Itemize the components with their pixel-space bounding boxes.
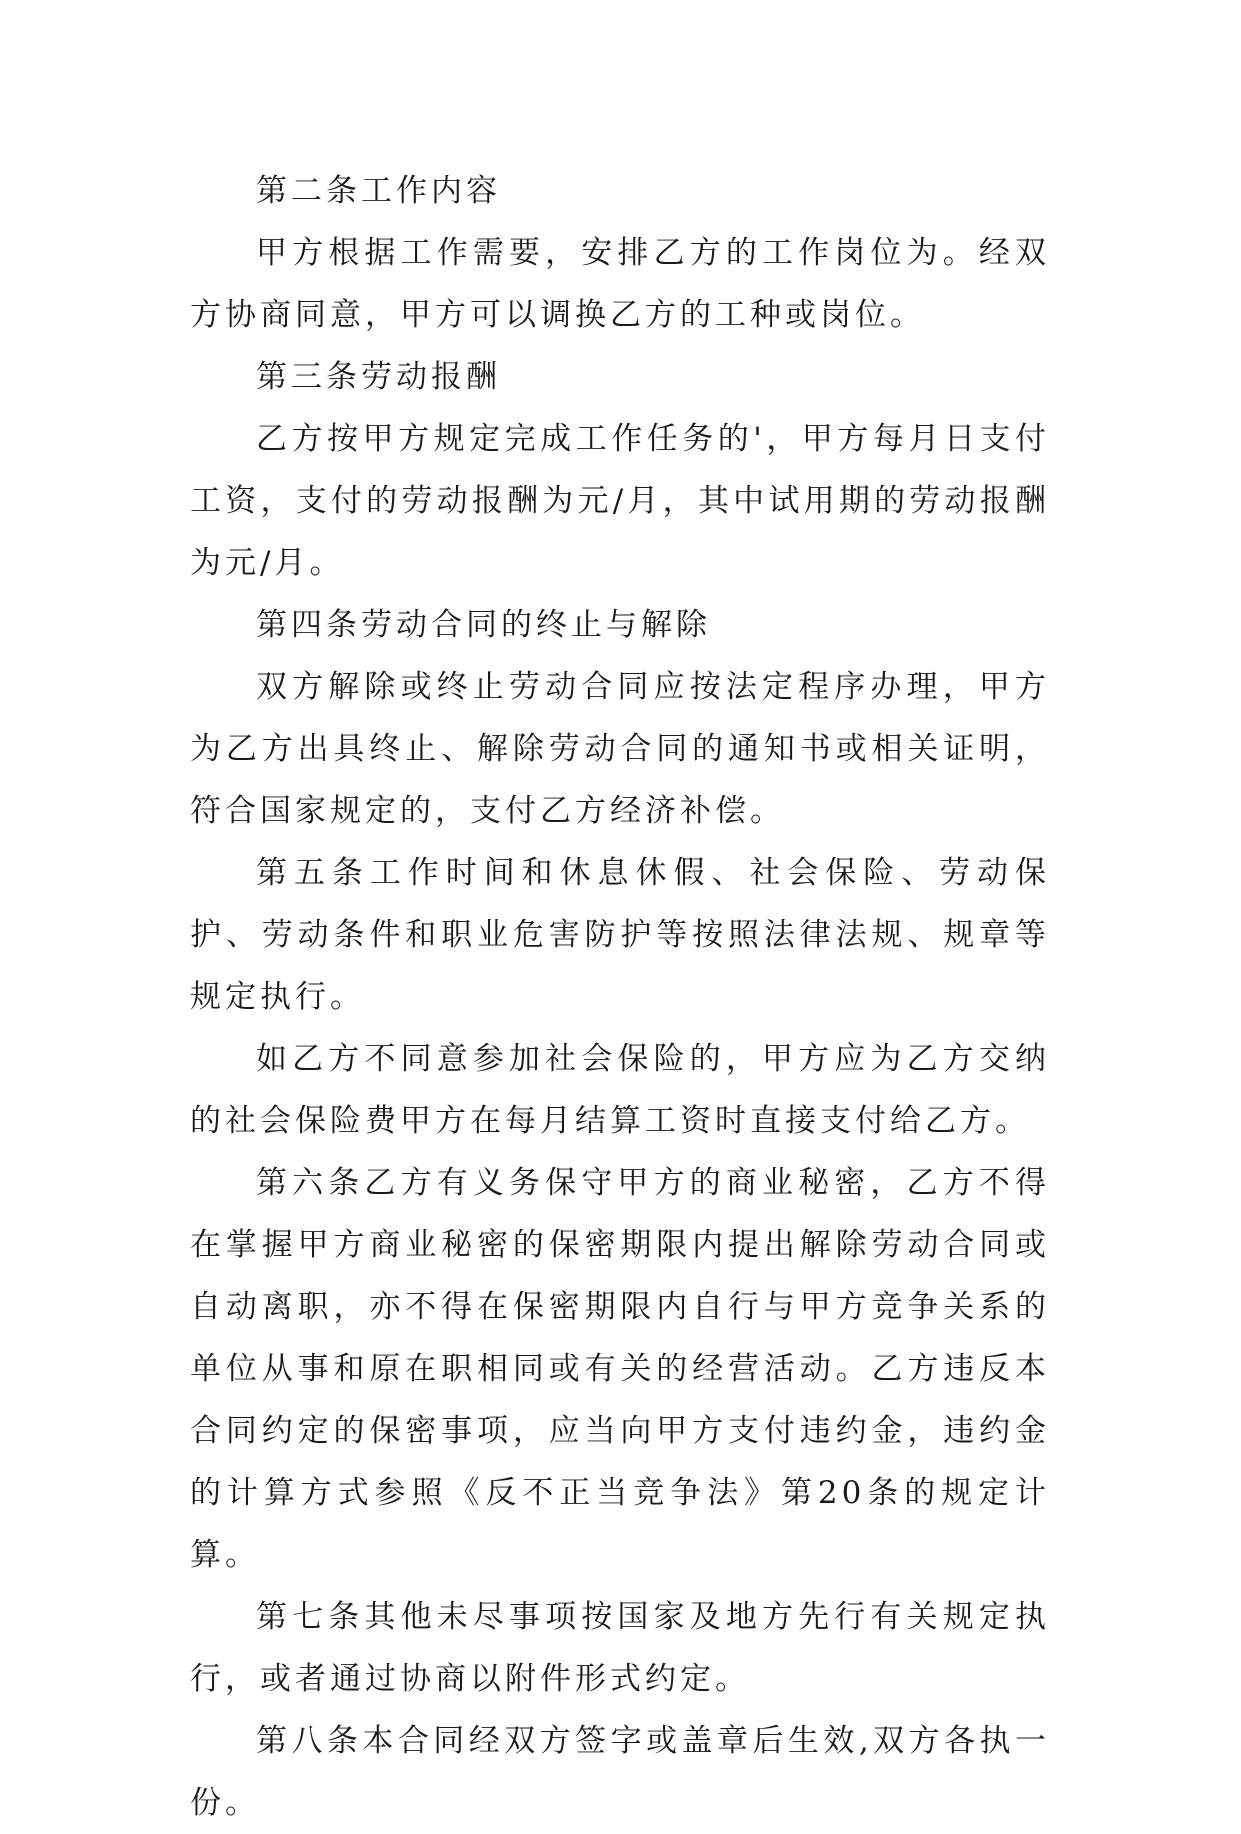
article-2-text: 甲方根据工作需要，安排乙方的工作岗位为。经双方协商同意，甲方可以调换乙方的工种或岗位。 — [190, 235, 1050, 333]
article-7-text: 第七条其他未尽事项按国家及地方先行有关规定执行，或者通过协商以附件形式约定。 — [190, 1599, 1050, 1697]
article-4-heading: 第四条劳动合同的终止与解除 — [256, 607, 711, 643]
article-4-text: 双方解除或终止劳动合同应按法定程序办理，甲方为乙方出具终止、解除劳动合同的通知书或相关证明，符合国家规定的，支付乙方经济补偿。 — [190, 669, 1050, 829]
article-5-text: 第五条工作时间和休息休假、社会保险、劳动保护、劳动条件和职业危害防护等按照法律法规、规章等规定执行。 — [190, 855, 1050, 1015]
document-body — [190, 160, 1050, 1834]
article-8-text: 第八条本合同经双方签字或盖章后生效,双方各执一份。 — [190, 1723, 1050, 1821]
article-3-heading: 第三条劳动报酬 — [256, 359, 501, 395]
social-insurance-text: 如乙方不同意参加社会保险的，甲方应为乙方交纳的社会保险费甲方在每月结算工资时直接支付给乙方。 — [190, 1041, 1050, 1139]
article-2-heading: 第二条工作内容 — [256, 173, 501, 209]
article-6-text: 第六条乙方有义务保守甲方的商业秘密，乙方不得在掌握甲方商业秘密的保密期限内提出解除劳动合同或自动离职，亦不得在保密期限内自行与甲方竞争关系的单位从事和原在职相同或有关的经营活动。乙方违反本合同约定的保密事项，应当向甲方支付违约金，违约金的计算方式参照《反不正当竞争法》第20条的规定计算。 — [190, 1165, 1050, 1573]
article-3-text: 乙方按甲方规定完成工作任务的'，甲方每月日支付工资，支付的劳动报酬为元/月，其中试用期的劳动报酬为元/月。 — [190, 421, 1050, 581]
